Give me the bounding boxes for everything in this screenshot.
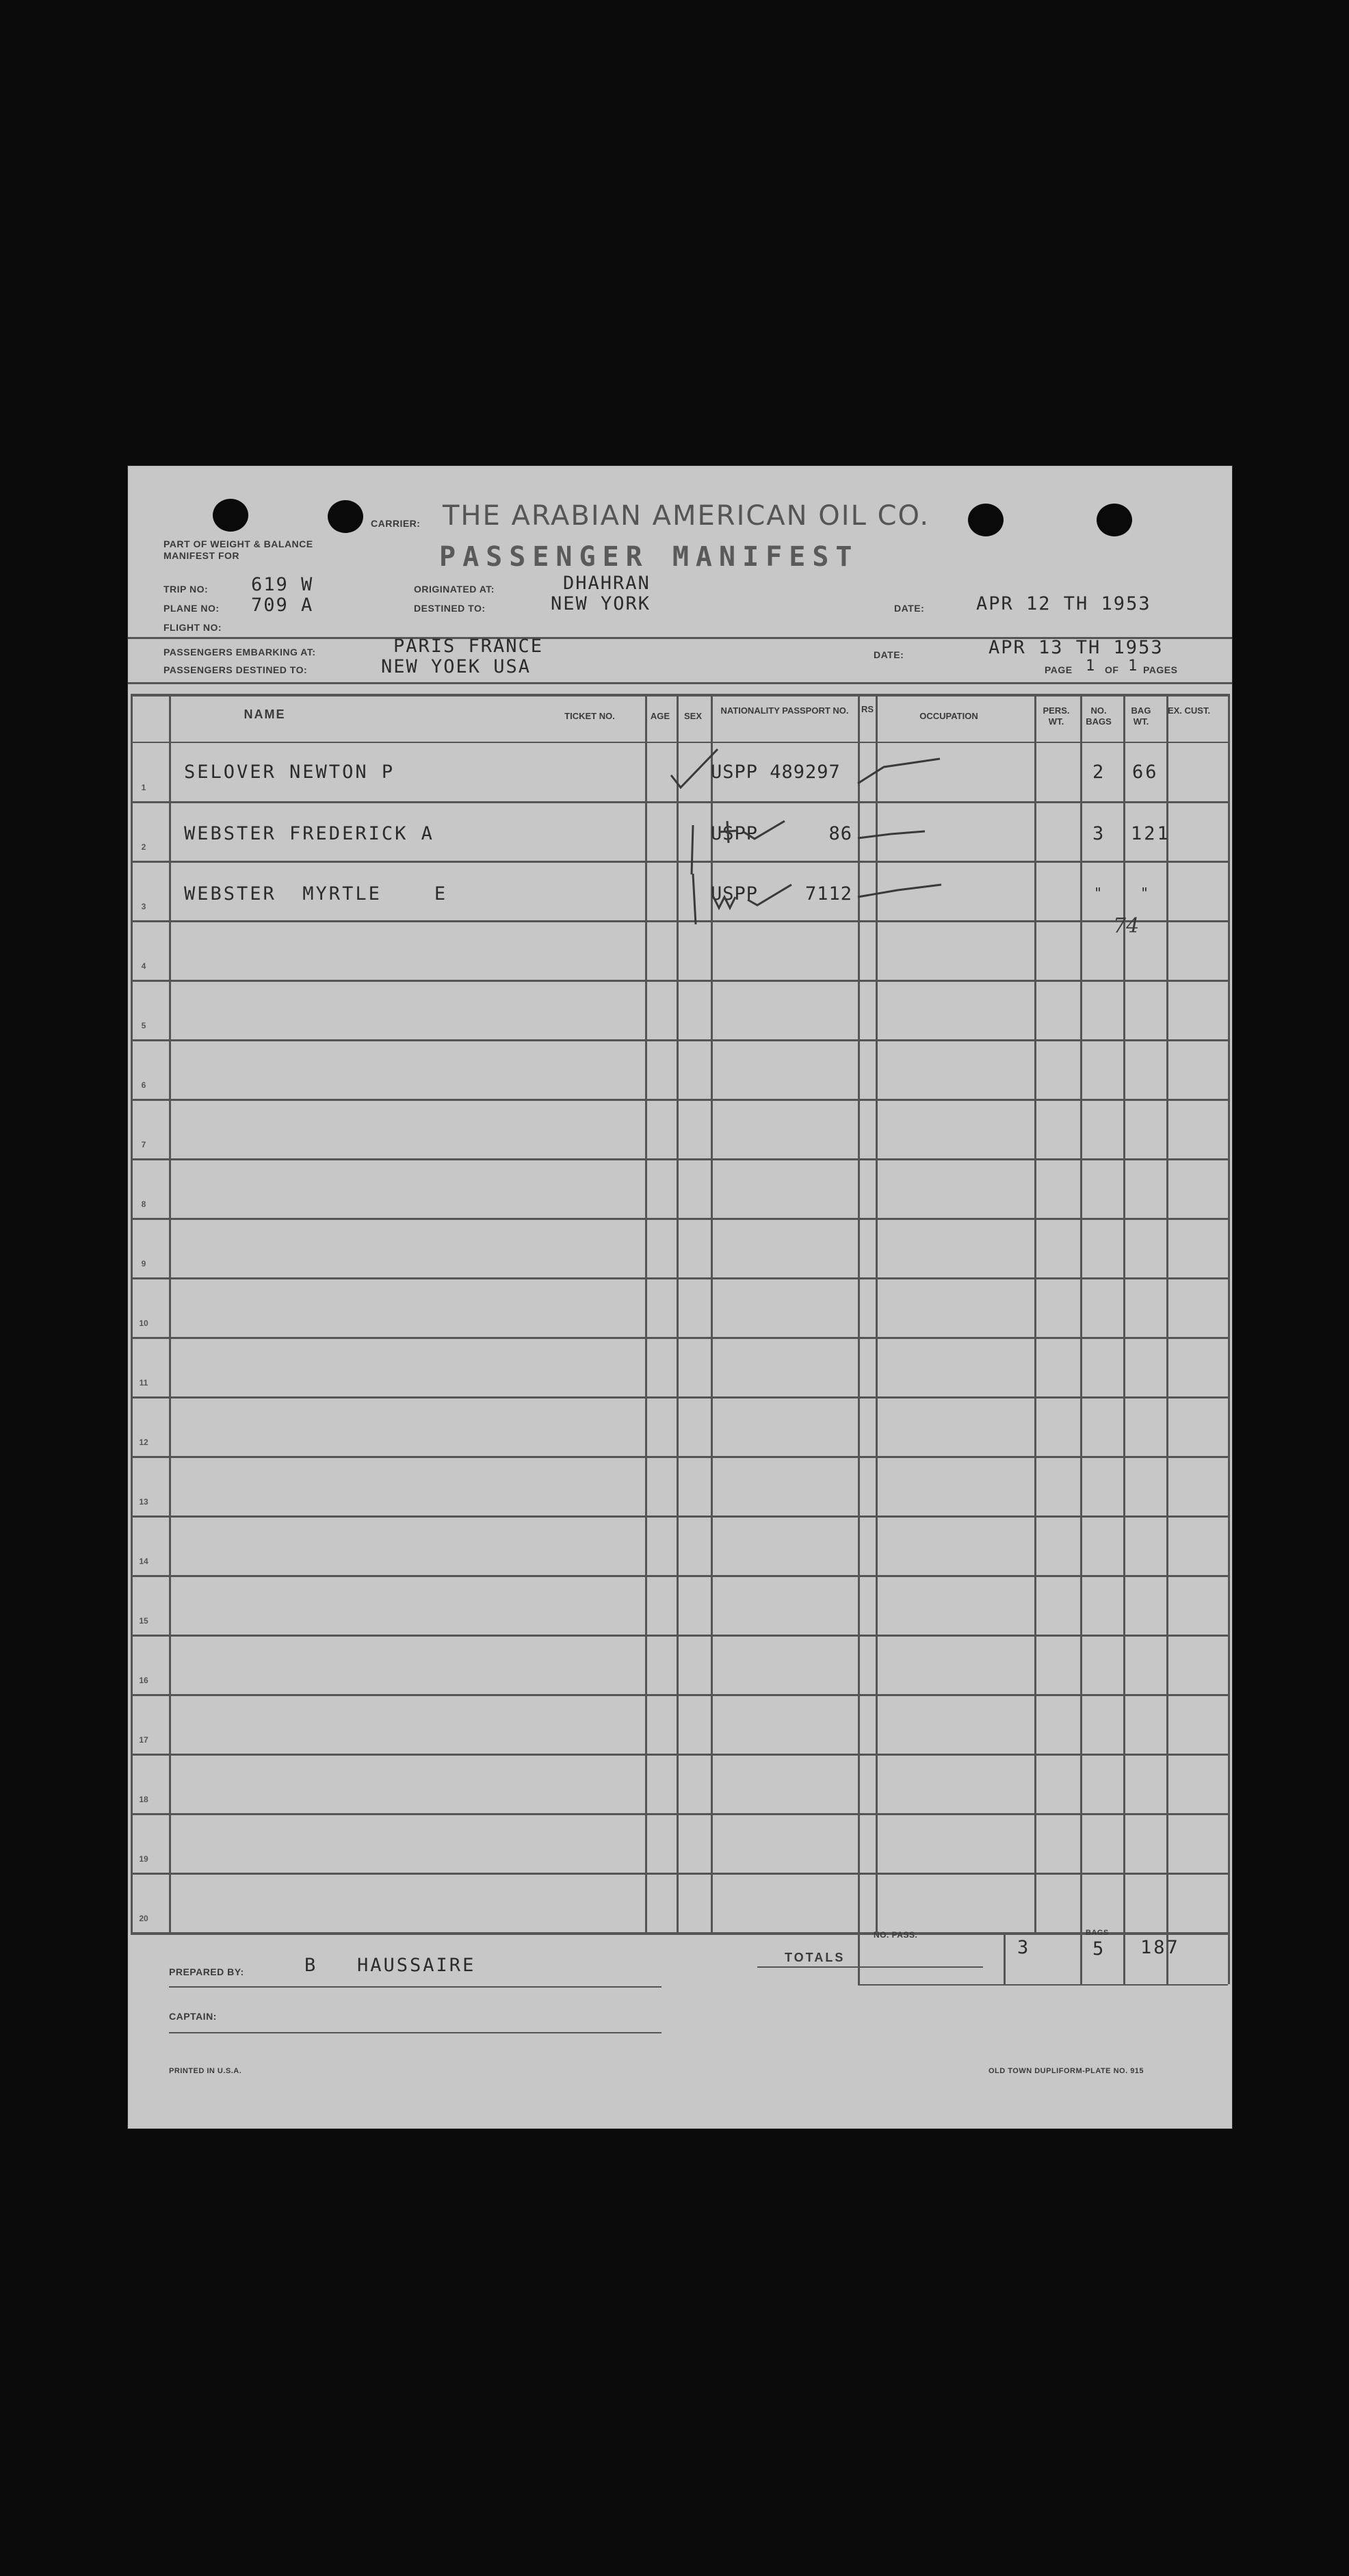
form-title: PASSENGER MANIFEST [439,541,859,573]
row-2-bags: 3 [1092,823,1106,844]
grid-line [131,1575,1229,1577]
row-number: 19 [139,1854,148,1864]
grid-line [131,1515,1229,1518]
dash-icon [856,753,945,788]
carrier-label: CARRIER: [371,518,421,529]
dash-icon [856,822,945,849]
row-2-passport: USPP 86 [711,823,853,844]
plane-label: PLANE NO: [163,603,220,614]
date-value: APR 12 TH 1953 [976,593,1151,614]
destined-label: DESTINED TO: [414,603,486,614]
col-rs: RS [861,704,874,714]
no-pass-label: NO. PASS. [874,1930,918,1940]
row-number: 6 [141,1080,146,1090]
grid-line [131,1813,1229,1815]
row-number: 14 [139,1557,148,1566]
row-number: 16 [139,1676,148,1685]
grid-line [131,1218,1229,1220]
of-label: OF [1105,664,1119,675]
grid-line [1166,694,1168,1932]
pax-destined-value: NEW YOEK USA [381,656,532,677]
grid-line [131,1039,1229,1041]
col-no-bags: NO. BAGS [1086,705,1112,727]
pax-destined-label: PASSENGERS DESTINED TO: [163,664,308,675]
row-number: 8 [141,1199,146,1209]
grid-line [131,1694,1229,1696]
grid-line [131,1158,1229,1160]
grid-line [131,742,1229,743]
row-number: 1 [141,783,146,792]
grid-line [131,1754,1229,1756]
prepared-label: PREPARED BY: [169,1966,244,1977]
grid-line [131,861,1229,863]
grid-line [677,694,679,1932]
pages-label: PAGES [1143,664,1178,675]
printed-note: PRINTED IN U.S.A. [169,2067,242,2075]
plane-no: 709 A [251,595,314,616]
col-name: NAME [244,707,286,721]
row-number: 13 [139,1497,148,1507]
row-number: 17 [139,1735,148,1745]
dash-icon [856,876,945,904]
row-number: 20 [139,1914,148,1923]
plate-note: OLD TOWN DUPLIFORM-PLATE NO. 915 [988,2067,1144,2075]
carrier-name: THE ARABIAN AMERICAN OIL CO. [443,500,930,532]
row-3-passport: USPP 7112 [711,883,853,905]
bags-total: 5 [1092,1938,1106,1960]
row-number: 2 [141,842,146,852]
grid-line [131,1396,1229,1398]
trip-label: TRIP NO: [163,584,209,595]
divider [128,682,1232,684]
page-value: 1 [1086,658,1097,675]
col-occupation: OCCUPATION [919,711,978,721]
originated-label: ORIGINATED AT: [414,584,495,595]
row-1-bag-wt: 66 [1132,762,1159,783]
totals-label: TOTALS [785,1951,846,1964]
grid-line [1004,1932,1006,1984]
grid-line [131,694,133,1932]
col-pers-wt: PERS. WT. [1043,705,1070,727]
embarking-value: PARIS FRANCE [393,636,544,657]
divider [757,1966,983,1968]
grid-line [858,1932,860,1984]
grid-line [1034,694,1036,1932]
grid-line [131,1337,1229,1339]
row-2-bag-wt: 121 [1131,823,1170,844]
row-2-name: WEBSTER FREDERICK A [184,823,434,844]
trip-no: 619 W [251,574,314,595]
grid-line [1080,694,1082,1932]
divider [169,2032,662,2033]
originated-value: DHAHRAN [563,573,651,594]
grid-line [1228,694,1230,1932]
row-1-passport: USPP 489297 [711,762,841,783]
grid-line [131,801,1229,803]
col-age: AGE [650,711,670,721]
grid-line [131,694,1229,697]
col-sex: SEX [683,711,702,721]
col-nationality: NATIONALITY PASSPORT NO. [720,705,849,716]
punch-hole [1097,504,1132,536]
captain-label: CAPTAIN: [169,2011,217,2022]
grid-line [131,980,1229,982]
flight-label: FLIGHT NO: [163,622,222,633]
row-1-name: SELOVER NEWTON P [184,762,395,783]
row-number: 3 [141,902,146,911]
grid-line [1123,694,1125,1932]
no-pass-value: 3 [1017,1937,1031,1958]
row-number: 9 [141,1259,146,1269]
row-number: 7 [141,1140,146,1149]
row-number: 4 [141,961,146,971]
punch-hole [328,500,363,533]
embarking-label: PASSENGERS EMBARKING AT: [163,647,316,658]
grid-line [131,1932,1229,1935]
col-ticket: TICKET NO. [564,711,615,721]
of-value: 1 [1128,658,1139,675]
destined-value: NEW YORK [551,593,651,614]
date2-value: APR 13 TH 1953 [988,637,1164,658]
date-label: DATE: [894,603,925,614]
checkmark-icon [668,745,723,793]
row-number: 15 [139,1616,148,1626]
row-3-name: WEBSTER MYRTLE E [184,883,448,905]
grid-line [1228,1932,1230,1984]
grid-line [1123,1932,1125,1984]
row-3-bag-wt: " [1140,885,1151,901]
bags-label: BAGS [1086,1929,1109,1937]
row-1-bags: 2 [1092,762,1106,783]
row-3-bags: " [1094,885,1105,901]
col-ex-cust: EX. CUST. [1167,705,1211,716]
grid-line [169,694,171,1932]
grid-line [131,920,1229,922]
date2-label: DATE: [874,649,904,660]
grid-line [131,1277,1229,1279]
part-of-label: PART OF WEIGHT & BALANCE MANIFEST FOR [163,538,313,561]
punch-hole [213,499,248,532]
row-number: 18 [139,1795,148,1804]
manifest-sheet [128,466,1232,2129]
divider [169,1986,662,1988]
punch-hole [968,504,1004,536]
grid-line [131,1635,1229,1637]
grid-line [645,694,647,1932]
col-bag-wt: BAG WT. [1131,705,1151,727]
grid-line [131,1099,1229,1101]
bag-wt-total: 187 [1140,1937,1180,1958]
checkmark-icon [689,870,798,931]
grid-line [1080,1932,1082,1984]
row-number: 11 [139,1378,148,1388]
grid-line [858,1984,1228,1986]
row-extra-note: 74 [1113,914,1140,938]
page-label: PAGE [1045,664,1073,675]
row-number: 10 [139,1318,148,1328]
row-number: 5 [141,1021,146,1030]
grid-line [131,1873,1229,1875]
grid-line [131,1456,1229,1458]
row-number: 12 [139,1437,148,1447]
prepared-value: B HAUSSAIRE [304,1955,476,1976]
